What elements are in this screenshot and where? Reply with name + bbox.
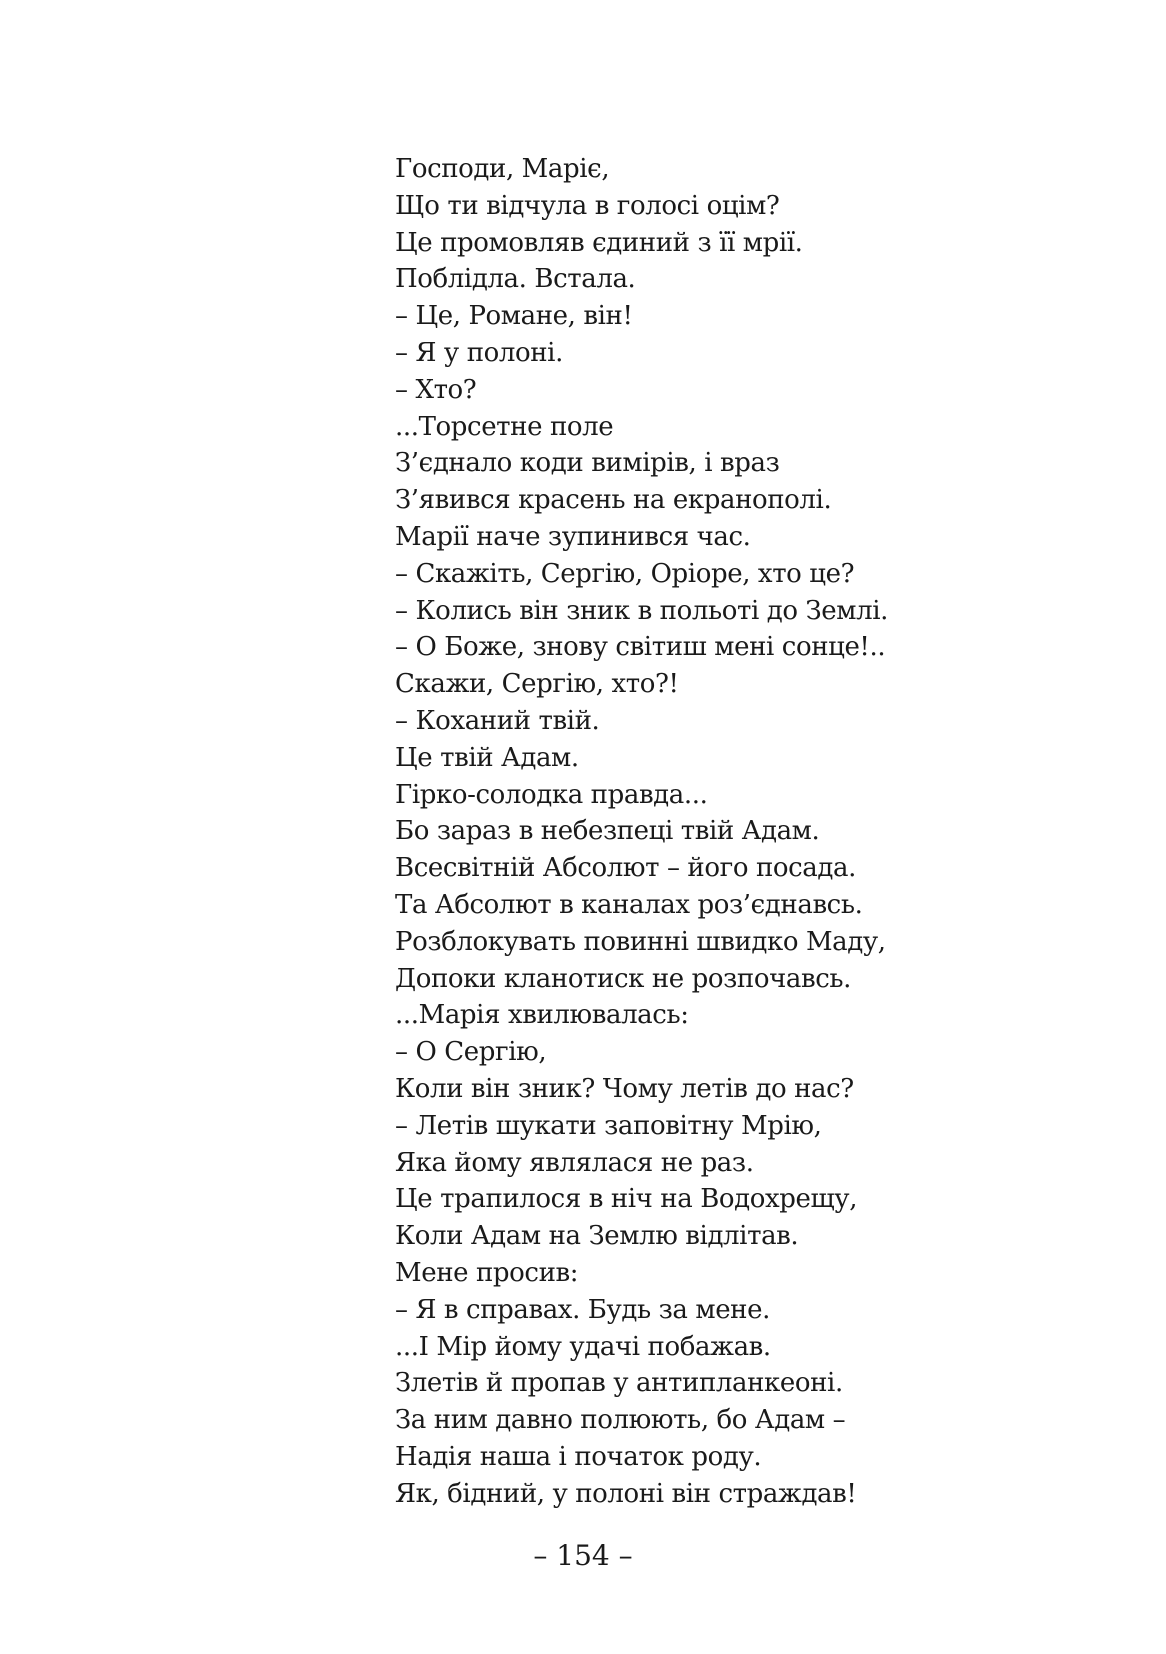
poem-line: Як, бідний, у полоні він страждав! [395,1478,857,1509]
poem-line: Злетів й пропав у антипланкеоні. [395,1368,843,1399]
poem-line: Це промовляв єдиний з її мрії. [395,227,803,258]
poem-line: Марії наче зупинився час. [395,521,751,552]
poem-line: – Я у полоні. [395,337,563,368]
poem-line: Господи, Маріє, [395,154,610,184]
poem-line: Та Абсолют в каналах роз’єднавсь. [395,889,863,920]
poem-line: – Колись він зник в польоті до Землі. [395,595,888,626]
poem-line: Надія наша і початок роду. [395,1441,762,1472]
poem-line: За ним давно полюють, бо Адам – [395,1405,846,1436]
poem-line: Що ти відчула в голосі оцім? [395,190,780,221]
page-number: – 154 – [533,1539,633,1572]
poem-line: – Хто? [395,374,477,405]
poem-line: Мене просив: [395,1257,579,1288]
poem-line: Бо зараз в небезпеці твій Адам. [395,816,820,847]
poem-line: З’явився красень на екранополі. [395,485,832,516]
poem-line: Всесвітній Абсолют – його посада. [395,853,856,884]
poem-line: ...Марія хвилювалась: [395,1000,689,1031]
poem-line: Коли він зник? Чому летів до нас? [395,1073,854,1104]
poem-line: – Коханий твій. [395,705,600,736]
poem-line: Це твій Адам. [395,742,579,773]
poem-line: Коли Адам на Землю відлітав. [395,1221,799,1252]
poem-line: ...І Мір йому удачі побажав. [395,1331,771,1362]
poem-line: – Летів шукати заповітну Мрію, [395,1110,822,1141]
poem-text [395,151,955,1512]
poem-line: Яка йому являлася не раз. [395,1147,754,1178]
poem-line: – Скажіть, Сергію, Оріоре, хто це? [395,558,855,589]
poem-line: Гірко-солодка правда... [395,779,708,810]
poem-line: – Я в справах. Будь за мене. [395,1294,770,1325]
poem-line: – О Сергію, [395,1037,547,1068]
poem-line: Поблідла. Встала. [395,264,636,295]
poem-line: Розблокувать повинні швидко Маду, [395,926,886,957]
poem-line: Скажи, Сергію, хто?! [395,669,679,700]
poem-line: ...Торсетне поле [395,411,614,442]
poem-line: Це трапилося в ніч на Водохрещу, [395,1184,858,1215]
poem-line: – Це, Романе, він! [395,301,633,332]
poem-line: З’єднало коди вимірів, і враз [395,448,780,479]
poem-line: Допоки кланотиск не розпочавсь. [395,963,852,994]
poem-line: – О Боже, знову світиш мені сонце!.. [395,632,886,663]
